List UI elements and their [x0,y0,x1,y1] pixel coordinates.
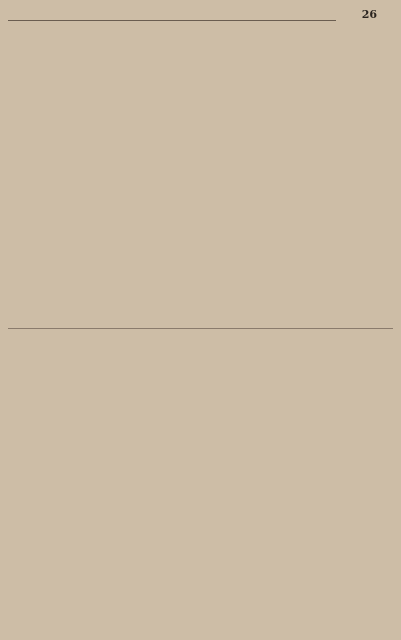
column-divider [8,328,393,329]
top-text-column [8,28,393,328]
bottom-right-text-column [232,332,394,622]
header-rule [8,20,336,21]
bottom-left-text-column [8,332,228,622]
page-number: 26 [361,8,377,21]
